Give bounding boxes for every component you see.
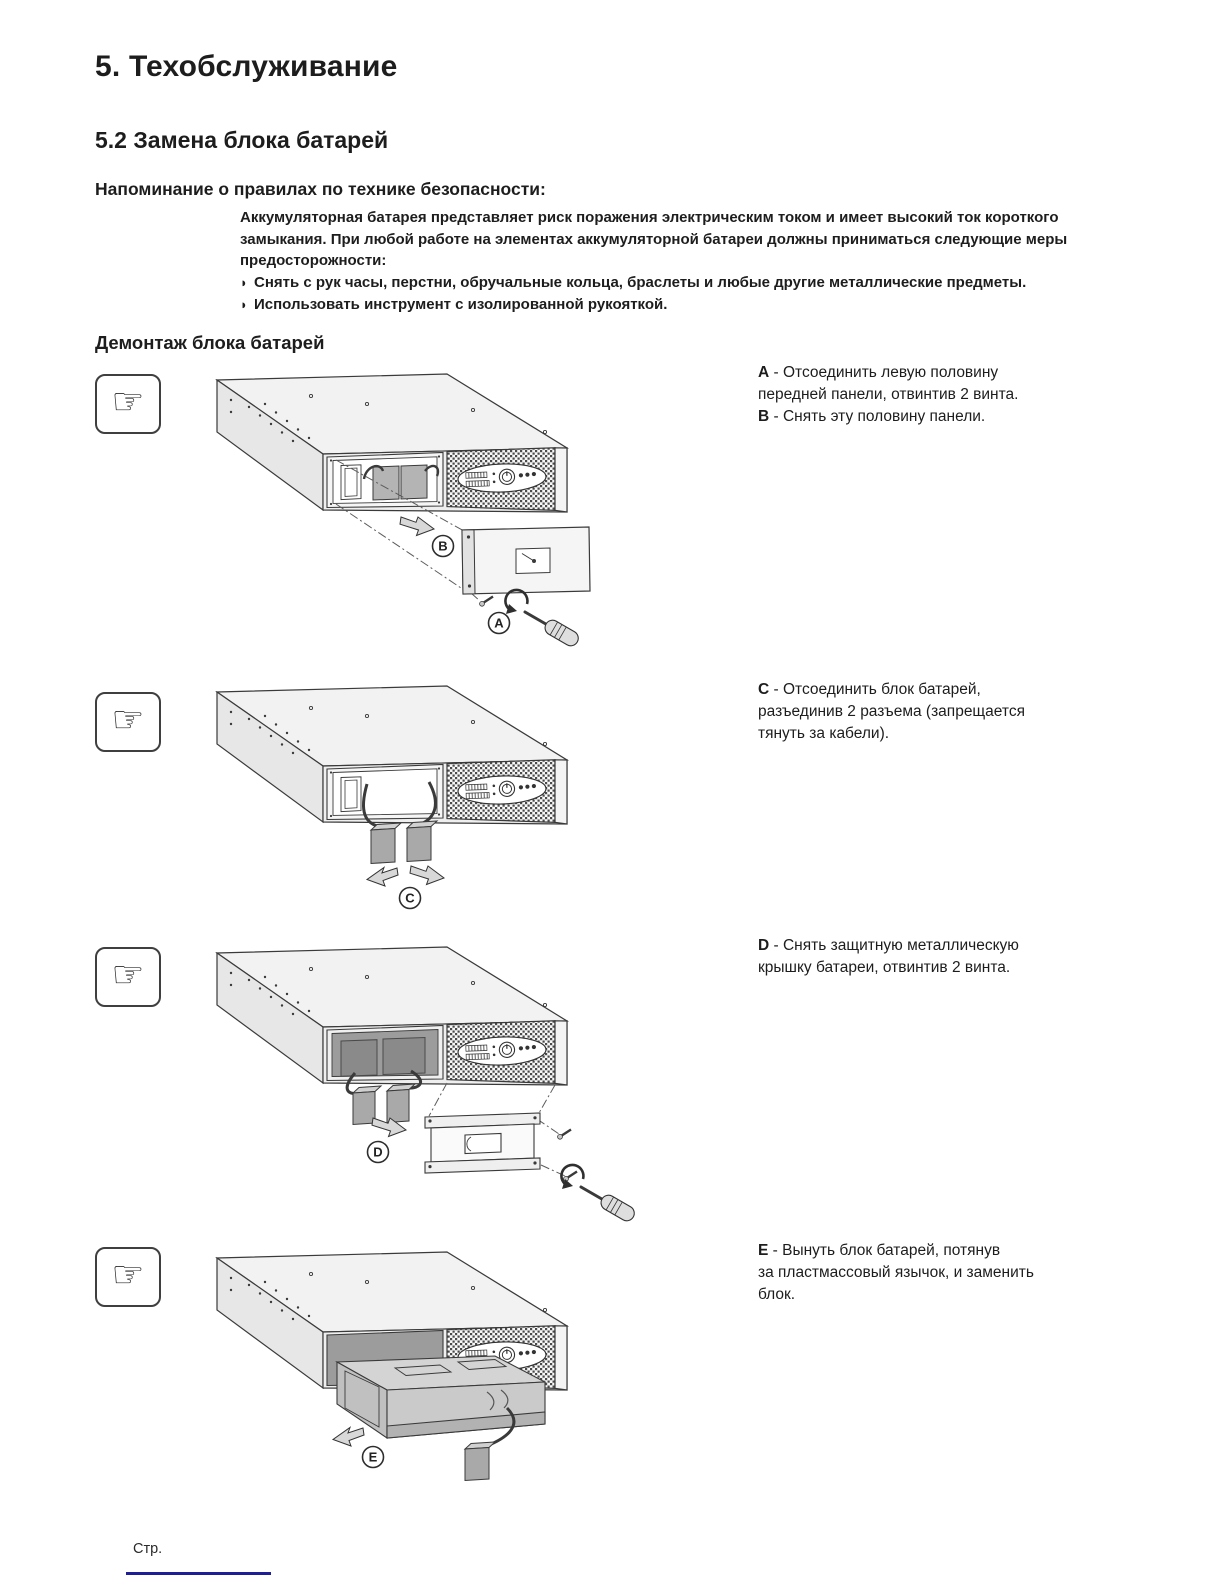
- front-grille: [447, 448, 567, 512]
- battery-compartment: [327, 765, 443, 820]
- step-text-d: D - Снять защитную металлическую крышку батареи, отвинтив 2 винта.: [758, 937, 1019, 976]
- safety-paragraph-line: Аккумуляторная батарея представляет риск поражения электрическим током и имеет высокий ток короткого: [240, 209, 1059, 226]
- direction-arrow: [333, 1428, 364, 1447]
- footer-divider: [126, 1572, 271, 1575]
- safety-heading: Напоминание о правилах по технике безопасности:: [95, 179, 546, 199]
- step-text-e: E - Вынуть блок батарей, потянув за пластмассовый язычок, и заменить блок.: [758, 1242, 1034, 1303]
- screw: [558, 1130, 571, 1140]
- removed-front-panel: [462, 527, 590, 594]
- step-text-ab: A - Отсоединить левую половину передней панели, отвинтив 2 винта. B - Снять эту половину панели.: [758, 364, 1019, 425]
- callout-e: [363, 1447, 384, 1468]
- direction-arrow-right: [410, 866, 444, 885]
- battery-compartment: [327, 453, 443, 508]
- svg-text:E: E: [368, 1449, 378, 1465]
- safety-paragraph-line: предосторожности:: [240, 252, 387, 270]
- callout-b: [433, 536, 454, 557]
- callout-d: [368, 1142, 389, 1163]
- pointing-hand-icon: ☞: [95, 692, 161, 752]
- safety-bullet: [240, 272, 1067, 294]
- front-grille: [447, 1021, 567, 1085]
- pointing-hand-icon: ☞: [95, 374, 161, 434]
- figure-step-ab: [215, 360, 750, 658]
- step-text-c: C - Отсоединить блок батарей, разъединив 2 разъема (запрещается тянуть за кабели).: [758, 681, 1025, 742]
- section-title: 5. Техобслуживание: [95, 50, 398, 83]
- callout-a: [489, 613, 510, 634]
- screw: [480, 597, 493, 607]
- figure-step-c: [215, 672, 745, 912]
- pull-tab-connector: [465, 1442, 495, 1481]
- callout-c: [400, 888, 421, 909]
- bullet-marker-icon: ◗: [240, 275, 248, 291]
- bullet-marker-icon: ◗: [240, 296, 248, 312]
- svg-text:D: D: [373, 1144, 383, 1160]
- battery-connectors: [371, 821, 437, 864]
- safety-paragraph-line: замыкания. При любой работе на элементах аккумуляторной батареи должны приниматься следующие меры: [240, 230, 1068, 248]
- page-footer-label: Стр.: [133, 1541, 163, 1557]
- bullet-text: Снять с рук часы, перстни, обручальные кольца, браслеты и любые другие металлические предметы.: [254, 274, 1027, 292]
- svg-text:A: A: [494, 615, 504, 631]
- disassembly-heading: Демонтаж блока батарей: [95, 332, 325, 353]
- pointing-hand-icon: ☞: [95, 947, 161, 1007]
- screwdriver: [505, 590, 581, 649]
- svg-text:B: B: [438, 538, 448, 554]
- direction-arrow: [400, 517, 434, 536]
- front-grille: [447, 760, 567, 824]
- safety-block: [240, 207, 1067, 316]
- battery-cover-bracket: [425, 1113, 540, 1173]
- pointing-hand-icon: ☞: [95, 1247, 161, 1307]
- bullet-text: Использовать инструмент с изолированной рукояткой.: [254, 295, 668, 313]
- direction-arrow-left: [367, 868, 398, 887]
- figure-step-d: [215, 933, 760, 1223]
- svg-text:C: C: [405, 890, 415, 906]
- figure-step-e: [215, 1238, 750, 1538]
- battery-connectors: [353, 1084, 415, 1125]
- safety-bullet: [240, 294, 1067, 316]
- subsection-title: 5.2 Замена блока батарей: [95, 127, 389, 153]
